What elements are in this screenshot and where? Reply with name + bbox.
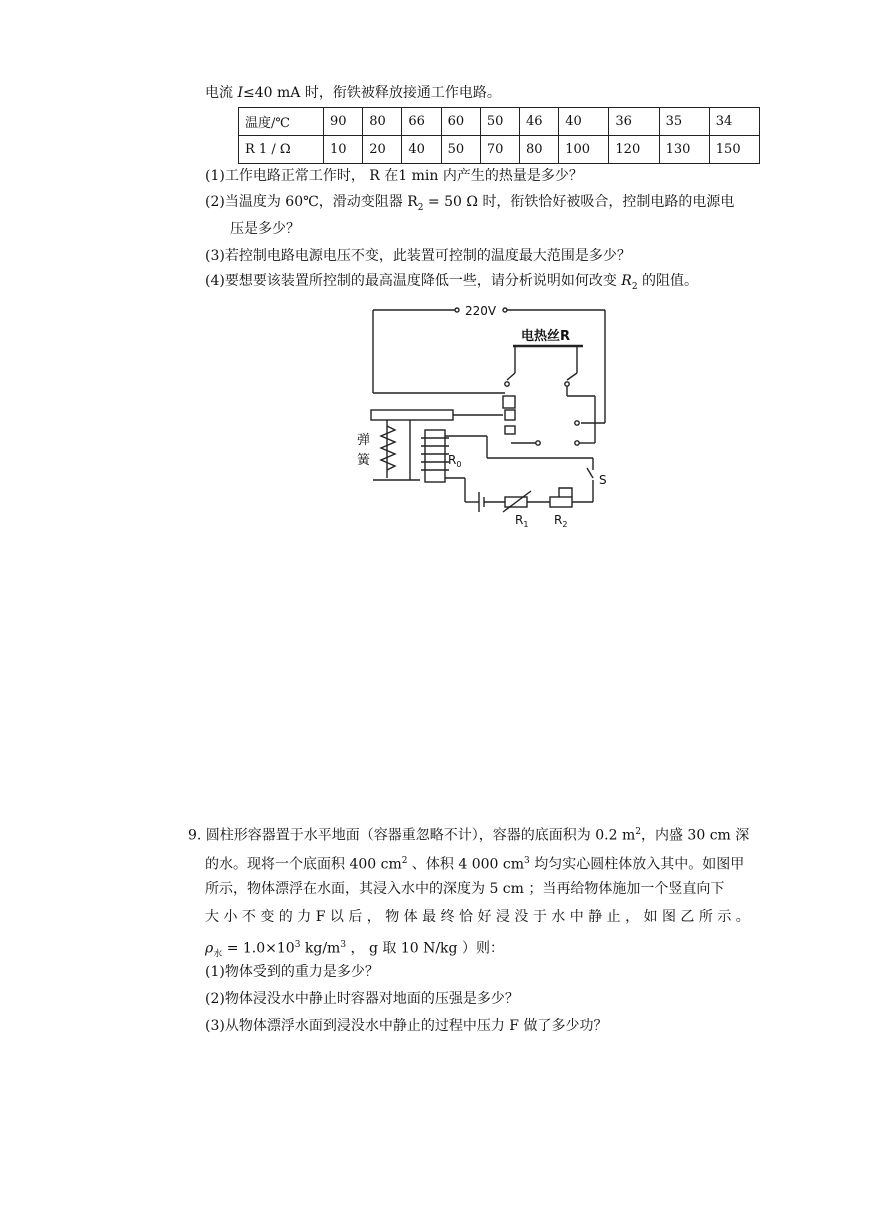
table-row <box>239 108 760 136</box>
table-row <box>239 136 760 164</box>
row-label: 温度/℃ <box>239 108 324 136</box>
p9-line-1 <box>188 822 749 846</box>
table-cell: 20 <box>363 136 402 164</box>
p9-line-5 <box>205 935 504 964</box>
table-cell: 50 <box>480 108 519 136</box>
p9-line-3: 所示，物体漂浮在水面，其浸入水中的深度为 5 cm ；当再给物体施加一个竖直向下 <box>205 881 725 897</box>
rho-subscript: 水 <box>213 949 223 960</box>
table-cell: 80 <box>363 108 402 136</box>
question-1: (1)工作电路正常工作时， R 在1 min 内产生的热量是多少？ <box>205 168 583 184</box>
q2-text-a: (2)当温度为 60℃，滑动变阻器 R <box>205 194 418 210</box>
p9-l2-a: 的水。现将一个底面积 400 cm <box>205 856 402 873</box>
intro-line <box>205 83 501 103</box>
voltage-label: 220V <box>465 304 497 318</box>
table-cell: 60 <box>441 108 480 136</box>
table-cell: 120 <box>609 136 659 164</box>
p9-question-2: (2)物体浸没水中静止时容器对地面的压强是多少？ <box>205 991 519 1007</box>
heater-label: 电热丝R <box>521 329 571 344</box>
r0-label: $R_0$ <box>448 453 462 469</box>
question-2 <box>205 192 734 218</box>
table-cell: 66 <box>402 108 441 136</box>
spring-label-2: 簧 <box>357 453 371 468</box>
table-cell: 35 <box>659 108 709 136</box>
intro-rest: ≤40 mA 时，衔铁被释放接通工作电路。 <box>242 85 501 101</box>
p9-l5-d: ， g 取 10 N/kg ）则： <box>346 940 504 957</box>
p9-l2-sup: 2 <box>401 856 408 866</box>
p9-l1-sup: 2 <box>635 827 641 837</box>
table-cell: 10 <box>324 136 363 164</box>
question-3: (3)若控制电路电源电压不变，此装置可控制的温度最大范围是多少？ <box>205 248 631 264</box>
p9-question-1: (1)物体受到的重力是多少？ <box>205 964 379 980</box>
table-cell: 36 <box>609 108 659 136</box>
table-cell: 40 <box>559 108 609 136</box>
r1-label: $R_1$ <box>515 513 529 528</box>
temperature-resistance-table <box>238 107 760 164</box>
table-cell: 46 <box>520 108 559 136</box>
p9-l2-c: 均匀实心圆柱体放入其中。如图甲 <box>529 856 745 873</box>
p9-l2-sup2: 3 <box>524 856 530 866</box>
table-cell: 34 <box>709 108 759 136</box>
r2-label: $R_2$ <box>554 513 568 528</box>
p9-line-4: 大 小 不 变 的 力 F 以 后 ， 物 体 最 终 恰 好 浸 没 于 水 中 静 止 ， 如 图 乙 所 示 。 <box>205 909 750 925</box>
p9-l5-sup2: 3 <box>340 940 347 950</box>
question-2-cont: 压是多少？ <box>230 221 300 237</box>
row-label: R 1 / Ω <box>239 136 324 164</box>
q4-var: R <box>621 273 632 289</box>
switch-label: S <box>599 473 607 487</box>
p9-l5-c: kg/m <box>300 940 341 957</box>
p9-l5-sup: 3 <box>294 940 301 950</box>
p9-l1-b: ，内盛 30 cm 深 <box>640 827 750 844</box>
table-cell: 100 <box>559 136 609 164</box>
table-cell: 70 <box>480 136 519 164</box>
q4-text-a: (4)要想要该装置所控制的最高温度降低一些，请分析说明如何改变 <box>205 273 622 289</box>
rho-symbol: ρ <box>205 940 214 957</box>
table-cell: 80 <box>520 136 559 164</box>
table-cell: 90 <box>324 108 363 136</box>
p9-l1-a: 9. 圆柱形容器置于水平地面（容器重忽略不计），容器的底面积为 0.2 m <box>188 827 636 844</box>
q4-text-b: 的阻值。 <box>637 273 699 289</box>
p9-line-2 <box>205 851 744 875</box>
q4-subscript: 2 <box>631 281 638 292</box>
table-cell: 150 <box>709 136 759 164</box>
question-4 <box>205 271 698 297</box>
q2-text-b: = 50 Ω 时，衔铁恰好被吸合，控制电路的电源电 <box>423 194 735 210</box>
table-cell: 40 <box>402 136 441 164</box>
intro-var: I <box>237 85 243 101</box>
p9-l2-b: 、体积 4 000 cm <box>407 856 525 873</box>
p9-question-3: (3)从物体漂浮水面到浸没水中静止的过程中压力 F 做了多少功？ <box>205 1018 608 1034</box>
table-cell: 50 <box>441 136 480 164</box>
circuit-diagram <box>355 298 625 528</box>
spring-label-1: 弹 <box>357 433 371 448</box>
p9-l5-b: = 1.0×10 <box>222 940 295 957</box>
q2-subscript: 2 <box>417 202 424 213</box>
table-cell: 130 <box>659 136 709 164</box>
intro-prefix: 电流 <box>205 85 233 101</box>
